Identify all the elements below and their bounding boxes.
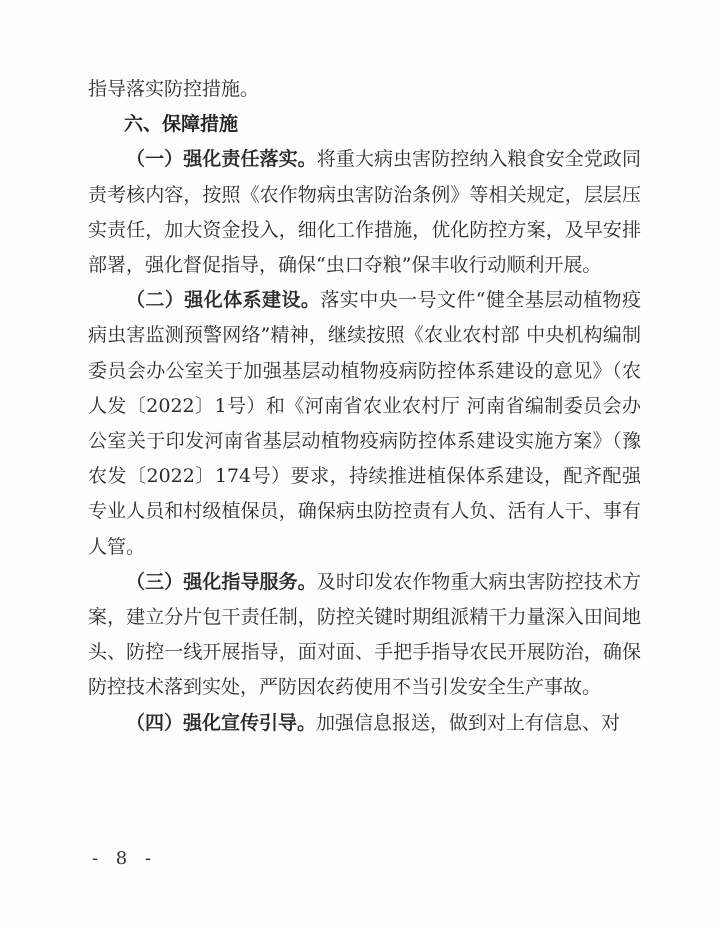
paragraph-lead: （四）强化宣传引导。 <box>126 711 317 734</box>
section-heading: 六、保障措施 <box>124 113 239 136</box>
paragraph-lead: （三）强化指导服务。 <box>126 570 317 593</box>
paragraph-text: 及时印发农作物重大病虫害防控技术方案，建立分片包干责任制，防控关键时期组派精干力量深入田间地头、防控一线开展指导，面对面、手把手指导农民开展防治，确保防控技术落到实处，严防因农药使用不当引发安全生产事故。 <box>88 570 641 699</box>
paragraph-lead: （一）强化责任落实。 <box>126 148 317 171</box>
paragraph-text: 加强信息报送，做到对上有信息、对 <box>316 711 621 734</box>
paragraph-responsibility <box>88 142 641 283</box>
paragraph-text: 落实中央一号文件“健全基层动植物疫病虫害监测预警网络”精神，继续按照《农业农村部 中央机构编制委员会办公室关于加强基层动植物疫病防控体系建设的意见》（农人发〔2022〕1号）和《河南省农业农村厅 河南省编制委员会办公室关于印发河南省基层动植物疫病防控体系建设实施方案》（豫农发〔2022〕174号）要求，持续推进植保体系建设，配齐配强专业人员和村级植保员，确保病虫防控责有人负、活有人干、事有人管。 <box>88 289 641 558</box>
paragraph-system-building <box>88 283 641 565</box>
paragraph-text: 将重大病虫害防控纳入粮食安全党政同责考核内容，按照《农作物病虫害防治条例》等相关规定，层层压实责任，加大资金投入，细化工作措施，优化防控方案，及早安排部署，强化督促指导，确保“虫口夺粮”保丰收行动顺利开展。 <box>88 148 641 277</box>
page-number: - 8 - <box>92 848 158 869</box>
paragraph-publicity <box>88 706 641 741</box>
document-body <box>88 72 641 741</box>
paragraph-guidance-service <box>88 565 641 706</box>
intro-line: 指导落实防控措施。 <box>88 78 260 100</box>
paragraph-lead: （二）强化体系建设。 <box>126 289 321 312</box>
